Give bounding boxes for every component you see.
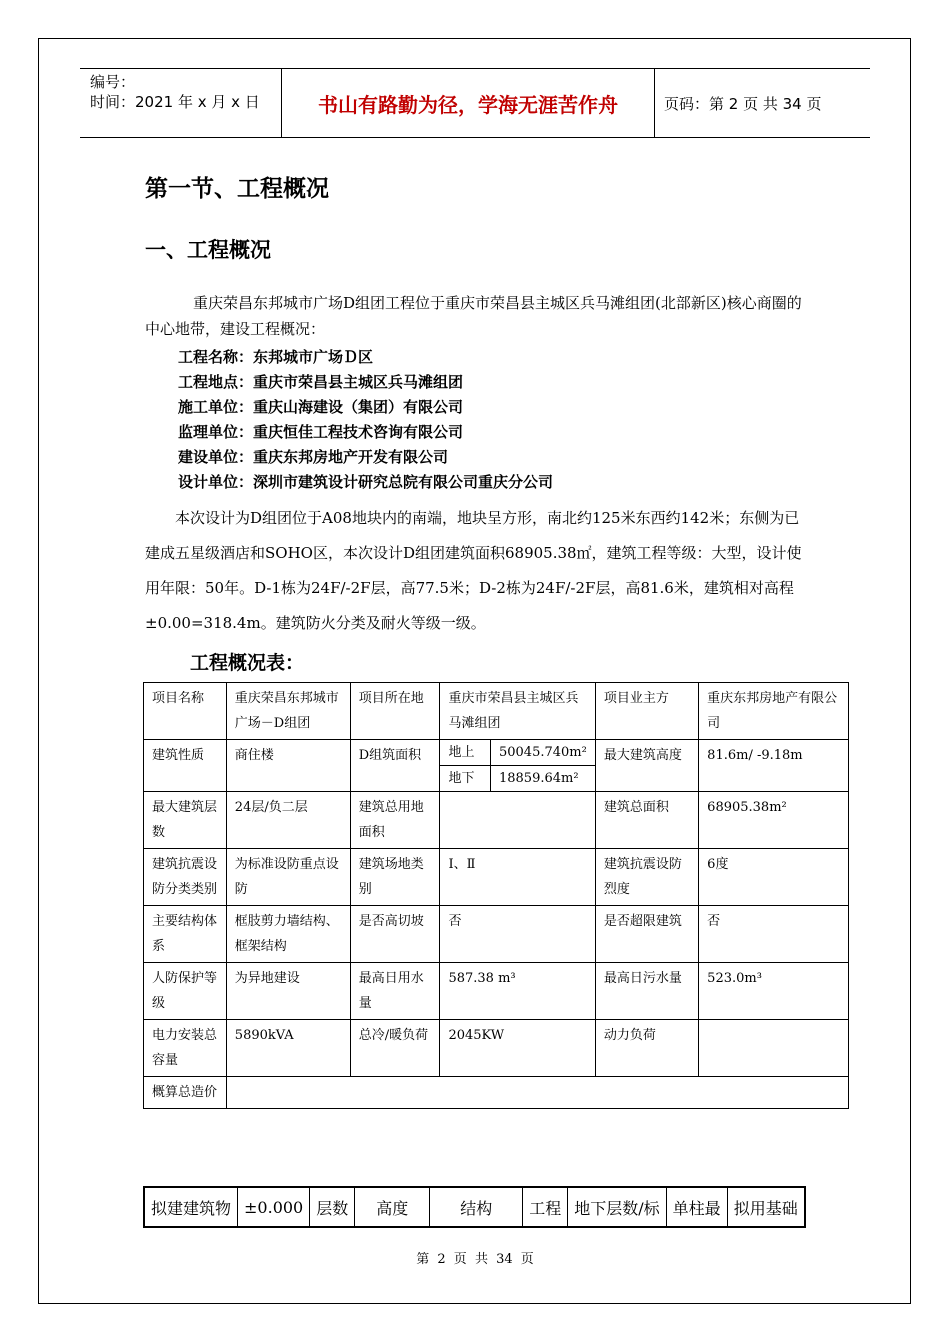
table-header-cell: 结构 bbox=[430, 1187, 523, 1227]
footer-current-page: 2 bbox=[437, 1252, 446, 1267]
table-cell: 587.38 m³ bbox=[440, 963, 595, 1020]
table-header-cell: 拟建建筑物 bbox=[144, 1187, 238, 1227]
table-cell: 50045.740m² bbox=[490, 740, 595, 766]
table-cell: 动力负荷 bbox=[595, 1020, 698, 1077]
table-header-cell: 单柱最 bbox=[666, 1187, 727, 1227]
page-header bbox=[80, 68, 870, 138]
table-row bbox=[144, 906, 849, 963]
table-cell: 最大建筑高度 bbox=[595, 740, 698, 792]
table-row bbox=[144, 1077, 849, 1109]
table-cell: 68905.38m² bbox=[699, 792, 849, 849]
table-cell: Ⅰ、Ⅱ bbox=[440, 849, 595, 906]
page-footer bbox=[0, 1248, 950, 1267]
footer-total-pages: 34 bbox=[496, 1252, 513, 1267]
table-cell: 项目业主方 bbox=[595, 683, 698, 740]
intro-paragraph: 重庆荣昌东邦城市广场D组团工程位于重庆市荣昌县主城区兵马滩组团(北部新区)核心商圈的中心地带，建设工程概况： bbox=[145, 294, 802, 338]
footer-word: 共 bbox=[474, 1252, 488, 1267]
table-cell: 项目名称 bbox=[144, 683, 227, 740]
table-header-cell: 工程 bbox=[523, 1187, 568, 1227]
table-header-cell: 高度 bbox=[355, 1187, 430, 1227]
table-cell: 建筑抗震设防烈度 bbox=[595, 849, 698, 906]
table-cell bbox=[226, 1077, 848, 1109]
table-cell bbox=[699, 1020, 849, 1077]
table-cell: 项目所在地 bbox=[350, 683, 440, 740]
table-cell: 地上 bbox=[440, 740, 491, 766]
info-supervisor: 监理单位：重庆恒佳工程技术咨询有限公司 bbox=[178, 423, 464, 441]
table-row bbox=[144, 1020, 849, 1077]
header-motto: 书山有路勤为径，学海无涯苦作舟 bbox=[282, 69, 655, 137]
table-cell: 2045KW bbox=[440, 1020, 595, 1077]
table-cell: 商住楼 bbox=[226, 740, 350, 792]
subsection-title: 一、工程概况 bbox=[145, 238, 271, 262]
time-label: 时间：2021 年 x 月 x 日 bbox=[90, 93, 260, 111]
table-cell: 18859.64m² bbox=[490, 766, 595, 792]
table-cell: 重庆荣昌东邦城市广场－D组团 bbox=[226, 683, 350, 740]
info-owner: 建设单位：重庆东邦房地产开发有限公司 bbox=[178, 448, 449, 466]
header-meta bbox=[80, 69, 282, 137]
table-cell: 最大建筑层数 bbox=[144, 792, 227, 849]
header-page-number: 页码：第 2 页 共 34 页 bbox=[664, 94, 822, 113]
table-cell: 主要结构体系 bbox=[144, 906, 227, 963]
table-cell: 为异地建设 bbox=[226, 963, 350, 1020]
table-cell: 建筑性质 bbox=[144, 740, 227, 792]
info-location: 工程地点：重庆市荣昌县主城区兵马滩组团 bbox=[178, 373, 464, 391]
info-project-name: 工程名称：东邦城市广场Ｄ区 bbox=[178, 348, 374, 366]
table-header-cell: ±0.000 bbox=[238, 1187, 310, 1227]
table-header-cell: 层数 bbox=[310, 1187, 355, 1227]
table-row bbox=[144, 683, 849, 740]
table-cell: 重庆市荣昌县主城区兵马滩组团 bbox=[440, 683, 595, 740]
table-cell: 81.6m/ -9.18m bbox=[699, 740, 849, 792]
table-cell: 否 bbox=[440, 906, 595, 963]
table-cell: 地下 bbox=[440, 766, 491, 792]
table-cell: 24层/负二层 bbox=[226, 792, 350, 849]
table-cell: 人防保护等级 bbox=[144, 963, 227, 1020]
project-info-list bbox=[178, 345, 553, 495]
info-designer: 设计单位：深圳市建筑设计研究总院有限公司重庆分公司 bbox=[178, 473, 554, 491]
table-cell: 建筑总面积 bbox=[595, 792, 698, 849]
table-cell: 523.0m³ bbox=[699, 963, 849, 1020]
footer-word: 页 bbox=[453, 1252, 467, 1267]
page-border bbox=[38, 38, 911, 1304]
table-cell: 6度 bbox=[699, 849, 849, 906]
code-label: 编号： bbox=[90, 73, 136, 91]
table-cell: 最高日用水量 bbox=[350, 963, 440, 1020]
table-cell: 为标准设防重点设防 bbox=[226, 849, 350, 906]
description-paragraph: 本次设计为D组团位于A08地块内的南端，地块呈方形，南北约125米东西约142米；东侧为已建成五星级酒店和SOHO区，本次设计D组团建筑面积68905.38㎡，建筑工程等级：大型，设计使用年限：50年。D-1栋为24F/-2F层，高77.5米；D-2栋为24F/-2F层，高81.6米，建筑相对高程±0.00=318.4m。建筑防火分类及耐火等级一级。 bbox=[145, 509, 802, 632]
table-cell: 概算总造价 bbox=[144, 1077, 227, 1109]
table-cell: 框肢剪力墙结构、框架结构 bbox=[226, 906, 350, 963]
table-cell: 建筑总用地面积 bbox=[350, 792, 440, 849]
table-row bbox=[144, 849, 849, 906]
section-title: 第一节、工程概况 bbox=[145, 176, 329, 202]
table-cell: 建筑场地类别 bbox=[350, 849, 440, 906]
table-cell: 建筑抗震设防分类类别 bbox=[144, 849, 227, 906]
building-table bbox=[143, 1186, 806, 1228]
footer-word: 第 bbox=[416, 1252, 430, 1267]
table-cell: 总冷/暖负荷 bbox=[350, 1020, 440, 1077]
info-contractor: 施工单位：重庆山海建设（集团）有限公司 bbox=[178, 398, 464, 416]
table-cell: 最高日污水量 bbox=[595, 963, 698, 1020]
overview-table bbox=[143, 682, 849, 1109]
table-cell: 重庆东邦房地产有限公司 bbox=[699, 683, 849, 740]
table-header-row bbox=[144, 1187, 805, 1227]
table-cell: 是否高切坡 bbox=[350, 906, 440, 963]
footer-word: 页 bbox=[520, 1252, 534, 1267]
table-cell: 电力安装总容量 bbox=[144, 1020, 227, 1077]
table-cell: 5890kVA bbox=[226, 1020, 350, 1077]
table-row bbox=[144, 740, 849, 766]
table-row bbox=[144, 792, 849, 849]
table-row bbox=[144, 963, 849, 1020]
table-cell: 否 bbox=[699, 906, 849, 963]
table-cell: 是否超限建筑 bbox=[595, 906, 698, 963]
table-cell bbox=[440, 792, 595, 849]
table-cell: D组筑面积 bbox=[350, 740, 440, 792]
table-header-cell: 拟用基础 bbox=[727, 1187, 805, 1227]
table-title: 工程概况表： bbox=[190, 652, 305, 674]
table-header-cell: 地下层数/标 bbox=[568, 1187, 666, 1227]
